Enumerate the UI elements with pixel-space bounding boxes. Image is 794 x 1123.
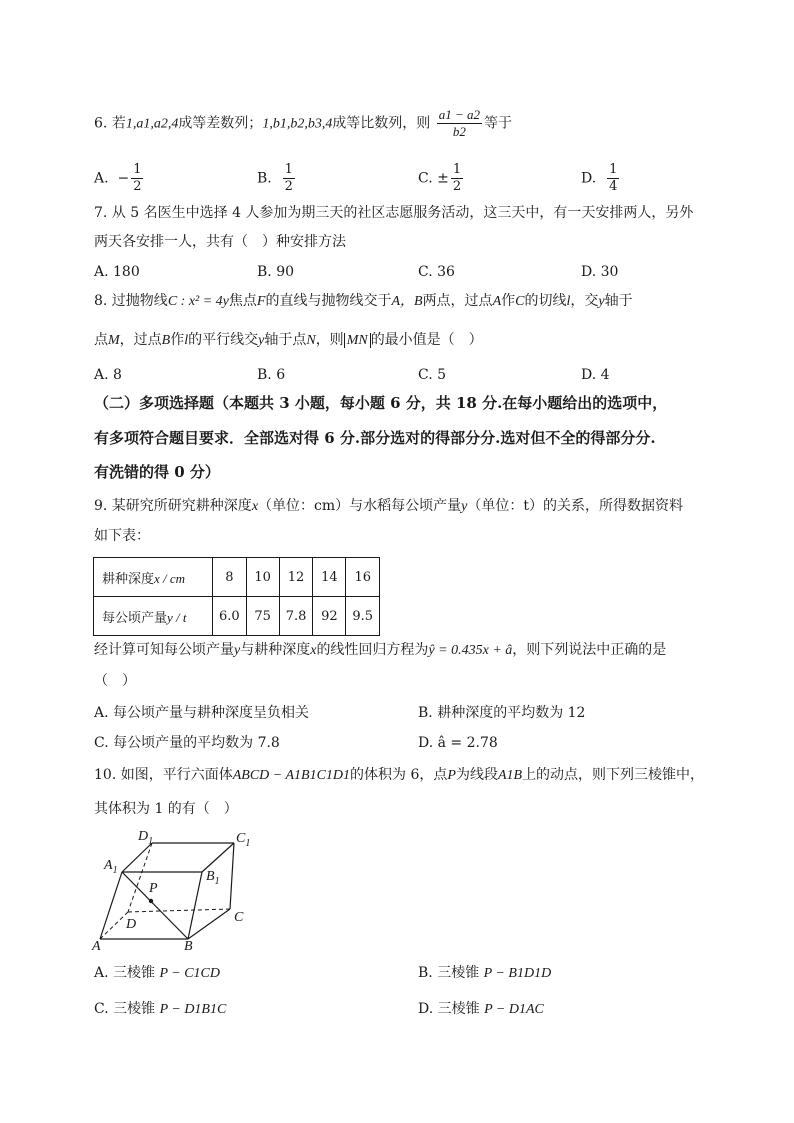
question-9-line-3: 经计算可知每公顷产量y与耕种深度x的线性回归方程为ŷ = 0.435x + â，则下列说法中正确的是 xyxy=(94,642,667,658)
q9-option-c[interactable]: C. 每公顷产量的平均数为 7.8 xyxy=(94,735,280,751)
q10-option-d[interactable]: D. 三棱锥 P − D1AC xyxy=(418,1001,544,1017)
question-10-line-2: 其体积为 1 的有（ ） xyxy=(94,801,238,817)
label-a1: $A_1$ xyxy=(104,858,118,876)
question-9-line-1: 9. 某研究所研究耕种深度x（单位：cm）与水稻每公顷产量y（单位：t）的关系，所得数据资料 xyxy=(94,498,684,514)
label-b: B xyxy=(184,939,193,952)
q8-option-a[interactable]: A. 8 xyxy=(94,367,122,383)
table-cell: 9.5 xyxy=(346,597,380,636)
label-c: C xyxy=(234,910,244,925)
label-d1: $D_1$ xyxy=(138,829,154,847)
question-8-line-1: 8. 过抛物线C : x² = 4y焦点F的直线与抛物线交于A，B两点，过点A作C的切线l，交y轴于 xyxy=(94,293,633,309)
q9-option-d[interactable]: D. â = 2.78 xyxy=(418,735,498,751)
table-cell: 12 xyxy=(279,558,313,597)
question-9-line-2: 如下表： xyxy=(94,528,150,544)
table-row xyxy=(94,597,380,636)
q10-option-b[interactable]: B. 三棱锥 P − B1D1D xyxy=(418,965,552,981)
q7-option-b[interactable]: B. 90 xyxy=(257,264,295,280)
q7-option-a[interactable]: A. 180 xyxy=(94,264,140,280)
q9-data-table xyxy=(93,557,380,636)
question-7-line-1: 7. 从 5 名医生中选择 4 人参加为期三天的社区志愿服务活动，这三天中，有一天安排两人，另外 xyxy=(94,205,694,221)
q6-fraction: $\frac{a1 - a2}{b2}$ xyxy=(438,107,481,139)
q6-option-d[interactable]: D. $\frac{1}{4}$ xyxy=(581,162,618,194)
parallelepiped-figure xyxy=(90,822,260,952)
table-cell: 75 xyxy=(246,597,279,636)
q9-option-b[interactable]: B. 耕种深度的平均数为 12 xyxy=(418,705,586,721)
label-p: P xyxy=(149,881,158,896)
table-cell: 92 xyxy=(313,597,346,636)
edge-a1-d1 xyxy=(122,843,152,872)
question-6: 6. 若1,a1,a2,4成等差数列；1,b1,b2,b3,4成等比数列，则 $\frac{a1 - a2}{b2}$ 等于 xyxy=(94,107,513,139)
label-a: A xyxy=(92,939,101,952)
question-10-line-1: 10. 如图，平行六面体ABCD − A1B1C1D1的体积为 6，点P为线段A1B上的动点，则下列三棱锥中， xyxy=(94,767,705,783)
point-p xyxy=(149,899,153,903)
table-cell: 10 xyxy=(246,558,279,597)
table-cell: 8 xyxy=(213,558,247,597)
question-9-line-4: （ ） xyxy=(94,673,136,689)
table-cell: 每公顷产量y / t xyxy=(94,597,213,636)
table-cell: 16 xyxy=(346,558,380,597)
edge-b1-c1 xyxy=(202,843,234,872)
table-cell: 14 xyxy=(313,558,346,597)
question-8-line-2: 点M，过点B作l的平行线交y轴于点N，则 MN 的最小值是（ ） xyxy=(94,332,483,348)
edge-c1-c xyxy=(230,843,234,909)
q6-option-b[interactable]: B. $\frac{1}{2}$ xyxy=(257,162,293,194)
question-7-line-2: 两天各安排一人，共有（ ）种安排方法 xyxy=(94,234,346,250)
label-c1: $C_1$ xyxy=(236,831,251,849)
edge-d1-d-hidden xyxy=(128,843,152,912)
edge-d-c-hidden xyxy=(128,909,230,912)
q10-option-a[interactable]: A. 三棱锥 P − C1CD xyxy=(94,965,221,981)
edge-b1-b xyxy=(188,872,202,939)
table-row xyxy=(94,558,380,597)
q8-option-c[interactable]: C. 5 xyxy=(418,367,447,383)
label-d: D xyxy=(126,917,137,932)
q10-option-c[interactable]: C. 三棱锥 P − D1B1C xyxy=(94,1001,227,1017)
section-2-heading-line-2: 有多项符合题目要求．全部选对得 6 分.部分选对的得部分分.选对但不全的得部分分. xyxy=(94,429,656,447)
table-cell: 7.8 xyxy=(279,597,313,636)
table-cell: 6.0 xyxy=(213,597,247,636)
q7-option-c[interactable]: C. 36 xyxy=(418,264,455,280)
q6-option-a[interactable]: A. − $\frac{1}{2}$ xyxy=(94,162,142,194)
section-2-heading-line-3: 有洗错的得 0 分） xyxy=(94,463,220,481)
edge-b-c xyxy=(188,909,230,939)
q7-option-d[interactable]: D. 30 xyxy=(581,264,619,280)
table-cell: 耕种深度x / cm xyxy=(94,558,213,597)
section-2-heading-line-1: （二）多项选择题（本题共 3 小题，每小题 6 分，共 18 分.在每小题给出的选项中， xyxy=(94,394,668,412)
q9-option-a[interactable]: A. 每公顷产量与耕种深度呈负相关 xyxy=(94,705,310,721)
q8-option-b[interactable]: B. 6 xyxy=(257,367,286,383)
label-b1: $B_1$ xyxy=(206,869,220,887)
q8-option-d[interactable]: D. 4 xyxy=(581,367,610,383)
q6-option-c[interactable]: C. ± $\frac{1}{2}$ xyxy=(418,162,462,194)
